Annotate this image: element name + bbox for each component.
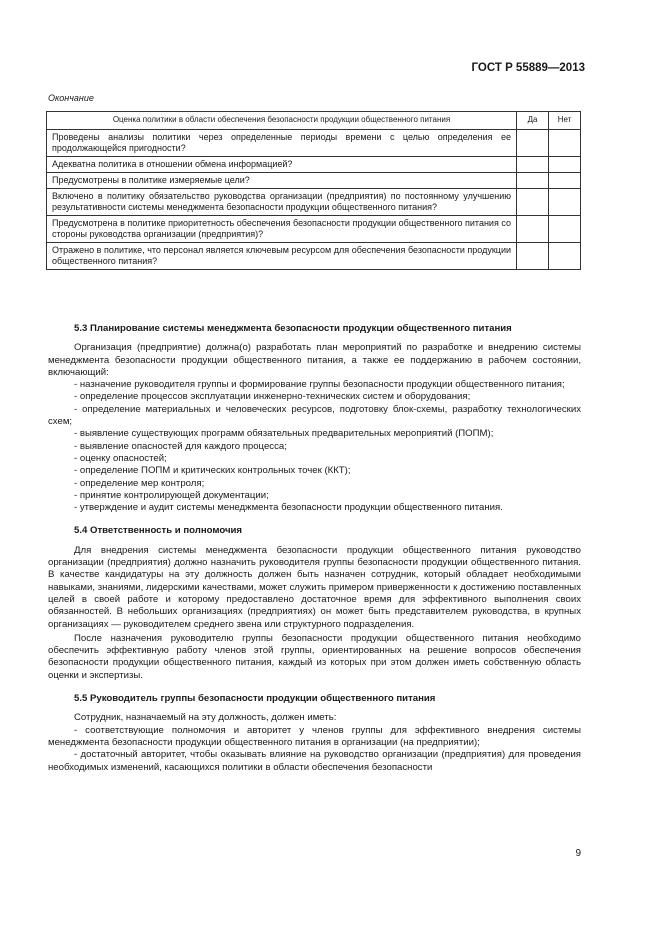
table-cell-yes	[517, 173, 549, 189]
table-cell-question: Предусмотрена в политике приоритетность обеспечения безопасности продукции общественного питания со стороны руководства организации (предприятия)?	[47, 216, 517, 243]
table-cell-question: Включено в политику обязательство руководства организации (предприятия) по постоянному улучшению результативности системы менеджмента безопасности продукции общественного питания?	[47, 189, 517, 216]
table-cell-yes	[517, 130, 549, 157]
table-row	[47, 173, 581, 189]
list-item: - оценку опасностей;	[74, 452, 167, 464]
section-paragraph: Сотрудник, назначаемый на эту должность, должен иметь:	[74, 712, 337, 724]
table-cell-question: Отражено в политике, что персонал является ключевым ресурсом для обеспечения безопасности продукции общественного питания?	[47, 243, 517, 270]
table-cell-question: Предусмотрены в политике измеряемые цели?	[47, 173, 517, 189]
table-cell-yes	[517, 189, 549, 216]
table-continuation-label: Окончание	[48, 93, 94, 103]
table-header-row	[47, 112, 581, 130]
list-item: - определение мер контроля;	[74, 477, 205, 489]
table-cell-yes	[517, 157, 549, 173]
list-item: - достаточный авторитет, чтобы оказывать влияние на руководство организации (предприятия) для проведения необходимых изменений, касающихся политики в области обеспечения безопасности	[48, 749, 581, 773]
table-row	[47, 243, 581, 270]
table-cell-no	[549, 243, 581, 270]
table-header-no: Нет	[549, 112, 581, 130]
table-cell-question: Проведены анализы политики через определенные периоды времени с целью определения ее продолжающейся пригодности?	[47, 130, 517, 157]
section-title: 5.5 Руководитель группы безопасности продукции общественного питания	[74, 693, 436, 705]
table-cell-question: Адекватна политика в отношении обмена информацией?	[47, 157, 517, 173]
table-cell-yes	[517, 243, 549, 270]
table-cell-no	[549, 157, 581, 173]
table-row	[47, 130, 581, 157]
section-paragraph: Для внедрения системы менеджмента безопасности продукции общественного питания руководство организации (предприятия) должно назначить руководителя группы безопасности продукции общественного питания. В качестве кандидатуры на эту должность должен быть назначен сотрудник, который обладает необходимыми навыками, знаниями, лидерскими качествами, может служить примером приверженности к достижению поставленных целей в своей работе и которому предоставлено достаточное время для эффективного выполнения своих обязанностей. В небольших организациях (предприятиях) он может быть представителем руководства, в крупных организациях — руководителем среднего звена или структурного подразделения.	[48, 544, 581, 630]
list-item: - определение материальных и человеческих ресурсов, подготовку блок-схемы, разработку технологических схем;	[48, 403, 581, 428]
section-paragraph: После назначения руководителю группы безопасности продукции общественного питания необходимо обеспечить эффективную работу членов этой группы, ориентированных на решение вопросов обеспечения безопасности продукции общественного питания, каждый из которых при этом должен иметь собственную область оценки и экспертизы.	[48, 632, 581, 681]
section-paragraph: Организация (предприятие) должна(о) разработать план мероприятий по разработке и внедрению системы менеджмента безопасности продукции общественного питания, а также ее поддержанию в рабочем состоянии, включающий:	[48, 342, 581, 378]
table-row	[47, 189, 581, 216]
table-cell-yes	[517, 216, 549, 243]
section-title: 5.3 Планирование системы менеджмента безопасности продукции общественного питания	[74, 323, 512, 334]
table-row	[47, 216, 581, 243]
table-cell-no	[549, 130, 581, 157]
table-cell-no	[549, 216, 581, 243]
section-title: 5.4 Ответственность и полномочия	[74, 525, 243, 537]
list-item: - выявление существующих программ обязательных предварительных мероприятий (ПОПМ);	[74, 428, 494, 440]
list-item: - соответствующие полномочия и авторитет у членов группы для эффективного внедрения системы менеджмента безопасности продукции общественного питания в организации (на предприятии);	[48, 724, 581, 748]
section-5-3	[48, 323, 581, 774]
list-item: - принятие контролирующей документации;	[74, 489, 269, 501]
table-header-yes: Да	[517, 112, 549, 130]
table-cell-no	[549, 173, 581, 189]
table-row	[47, 157, 581, 173]
table-cell-no	[549, 189, 581, 216]
table-header-question: Оценка политики в области обеспечения безопасности продукции общественного питания	[47, 112, 517, 130]
list-item: - назначение руководителя группы и формирование группы безопасности продукции общественного питания;	[74, 379, 565, 391]
policy-evaluation-table	[46, 111, 581, 270]
list-item: - определение процессов эксплуатации инженерно-технических систем и оборудования;	[74, 391, 471, 403]
document-header: ГОСТ Р 55889—2013	[471, 62, 585, 74]
list-item: - утверждение и аудит системы менеджмента безопасности продукции общественного питания.	[74, 502, 503, 514]
list-item: - определение ПОПМ и критических контрольных точек (ККТ);	[74, 465, 351, 477]
page-number: 9	[575, 848, 581, 859]
list-item: - выявление опасностей для каждого процесса;	[74, 440, 287, 452]
